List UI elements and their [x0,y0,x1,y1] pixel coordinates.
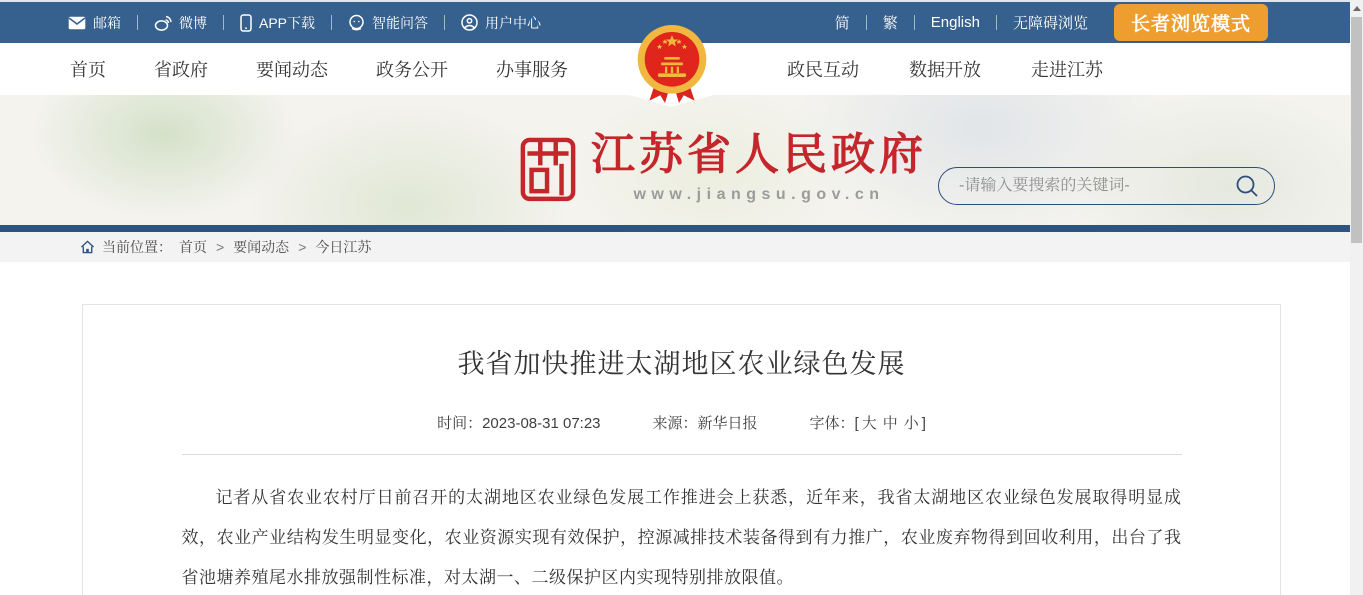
separator [914,15,915,30]
separator [137,15,138,30]
nav-open-data[interactable]: 数据开放 [909,60,981,80]
app-download-link[interactable] [240,13,315,33]
font-size-medium[interactable]: 中 [882,415,898,432]
font-size-prefix: 字体：[ [809,415,859,432]
search-box [938,167,1275,205]
phone-icon [240,14,252,32]
search-button[interactable] [1234,173,1260,199]
separator [996,15,997,30]
article-paragraph: 记者从省农业农村厅日前召开的太湖地区农业绿色发展工作推进会上获悉，近年来，我省太湖地区农业绿色发展取得明显成效，农业产业结构发生明显变化，农业资源实现有效保护，控源减排技术装备得到有力推广，农业废弃物得到回收利用，出台了我省池塘养殖尾水排放强制性标准，对太湖一、二级保护区内实现特别排放限值。 [181,488,1182,587]
chat-robot-icon [348,14,365,31]
search-icon [1234,173,1260,199]
site-url: www.jiangsu.gov.cn [633,186,885,203]
main-navigation [0,43,1363,95]
site-name: 江苏省人民政府 [591,130,927,179]
weibo-link[interactable] [154,13,207,33]
font-size-large[interactable]: 大 [861,415,877,432]
mail-icon [68,16,86,30]
national-emblem-icon [633,20,711,108]
separator [331,15,332,30]
mail-link[interactable] [68,13,121,33]
qa-label: 智能问答 [372,14,429,31]
user-icon [461,14,478,31]
separator [444,15,445,30]
nav-services[interactable]: 办事服务 [496,60,568,80]
nav-govt-affairs[interactable]: 政务公开 [376,60,448,80]
home-icon [80,240,95,254]
weibo-icon [154,15,172,31]
topbar-links [68,13,541,33]
breadcrumb-news[interactable]: 要闻动态 [233,239,290,255]
app-download-label: APP下载 [259,14,316,31]
lang-traditional[interactable]: 繁 [882,15,898,32]
user-center-link[interactable] [461,13,541,33]
nav-interaction[interactable]: 政民互动 [787,60,859,80]
accessible-browsing-link[interactable]: 无障碍浏览 [1012,15,1088,32]
scrollbar-thumb[interactable] [1351,17,1362,243]
font-size-control [810,412,926,433]
mail-label: 邮箱 [93,14,121,31]
article-card [82,304,1281,595]
article-time: 时间：2023-08-31 07:23 [437,415,601,432]
breadcrumb-label: 当前位置： [102,239,172,255]
nav-left-group [70,56,568,82]
qa-link[interactable] [348,13,428,33]
breadcrumb-today-jiangsu[interactable]: 今日江苏 [315,239,372,255]
site-brand[interactable] [519,131,927,204]
nav-right-group [787,56,1103,82]
font-size-suffix: ] [921,415,926,432]
lang-english[interactable]: English [930,14,980,31]
weibo-label: 微博 [179,14,207,31]
elder-mode-button[interactable]: 长者浏览模式 [1114,4,1268,41]
separator [223,15,224,30]
breadcrumb-separator: > [216,239,225,255]
breadcrumb [0,232,1363,262]
scrollbar-up-arrow[interactable] [1350,0,1363,17]
jiangsu-seal-icon [519,131,577,203]
article-source: 来源：新华日报 [652,415,758,432]
breadcrumb-home[interactable]: 首页 [179,239,207,255]
topbar-lang-group [835,4,1268,41]
site-banner [0,95,1363,225]
nav-news[interactable]: 要闻动态 [256,60,328,80]
nav-home[interactable]: 首页 [70,60,106,80]
article-meta [83,412,1280,433]
meta-divider [182,454,1182,455]
search-input[interactable] [959,177,1234,195]
scrollbar [1350,0,1363,595]
separator [866,15,867,30]
blue-divider-band [0,225,1363,232]
article-title: 我省加快推进太湖地区农业绿色发展 [457,349,906,379]
font-size-small[interactable]: 小 [903,415,919,432]
brand-text [591,131,927,204]
breadcrumb-separator: > [298,239,307,255]
nav-provincial-govt[interactable]: 省政府 [154,60,208,80]
nav-about-jiangsu[interactable]: 走进江苏 [1031,60,1103,80]
user-center-label: 用户中心 [485,14,542,31]
lang-simplified[interactable]: 简 [834,15,850,32]
